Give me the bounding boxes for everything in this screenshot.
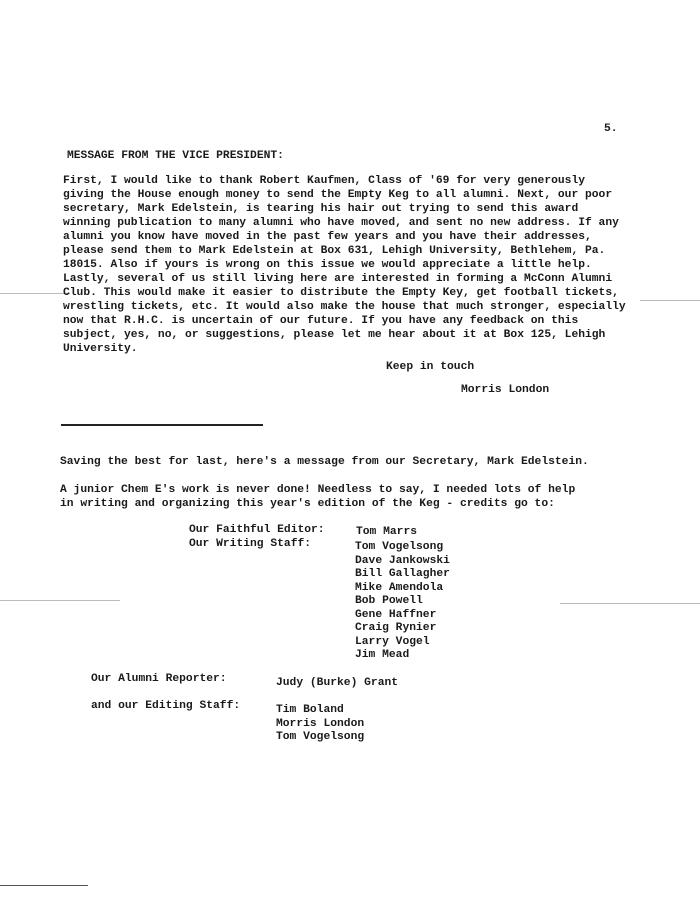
section-divider [61, 424, 263, 426]
vp-line: please send them to Mark Edelstein at Box 631, Lehigh University, Bethlehem, Pa. [63, 245, 606, 257]
vp-line: First, I would like to thank Robert Kaufmen, Class of '69 for very generously [63, 175, 586, 187]
vp-line: secretary, Mark Edelstein, is tearing his hair out trying to send this award [63, 203, 579, 215]
secretary-intro: Saving the best for last, here's a message from our Secretary, Mark Edelstein. [60, 456, 589, 468]
staff-name: Mike Amendola [355, 581, 444, 594]
editor-name: Tom Marrs [356, 526, 418, 538]
signature-name: Morris London [461, 384, 550, 396]
writing-staff-label: Our Writing Staff: [189, 538, 312, 550]
staff-name: Jim Mead [355, 649, 410, 661]
staff-name: Gene Haffner [355, 608, 437, 621]
staff-name: Bob Powell [355, 595, 423, 607]
scan-artifact-line [0, 600, 120, 601]
secretary-line: A junior Chem E's work is never done! Needless to say, I needed lots of help [60, 484, 576, 496]
editing-staff-label: and our Editing Staff: [91, 700, 241, 712]
vp-line: 18015. Also if yours is wrong on this issue we would appreciate a little help. [63, 259, 592, 271]
vp-line: University. [63, 343, 138, 355]
scan-artifact-line [560, 603, 700, 604]
staff-name: Larry Vogel [355, 635, 430, 648]
reporter-label: Our Alumni Reporter: [91, 673, 227, 685]
secretary-line: in writing and organizing this year's edition of the Keg - credits go to: [60, 498, 555, 510]
vp-line: wrestling tickets, etc. It would also make the house that much stronger, especially [63, 301, 626, 313]
vp-line: winning publication to many alumni who have moved, and sent no new address. If any [63, 217, 619, 229]
staff-name: Tim Boland [276, 704, 344, 716]
writing-staff-list [355, 541, 450, 684]
scan-artifact-line [0, 293, 70, 294]
vp-line: now that R.H.C. is uncertain of our future. If you have any feedback on this [63, 315, 579, 327]
staff-name: Tom Vogelsong [276, 731, 365, 743]
vp-heading: MESSAGE FROM THE VICE PRESIDENT: [67, 150, 284, 162]
staff-name: Craig Rynier [355, 622, 437, 634]
staff-name: Bill Gallagher [355, 568, 450, 580]
vp-line: Club. This would make it easier to distribute the Empty Key, get football tickets, [63, 287, 619, 299]
vp-line: Lastly, several of us still living here are interested in forming a McConn Alumni [63, 273, 613, 285]
reporter-name: Judy (Burke) Grant [276, 677, 399, 689]
staff-name: Tom Vogelsong [355, 541, 444, 553]
page-number: 5. [604, 123, 618, 135]
vp-line: alumni you know have moved in the past few years and you have their addresses, [63, 231, 592, 243]
editor-label: Our Faithful Editor: [189, 524, 325, 536]
footer-rule [0, 885, 88, 886]
staff-name: Dave Jankowski [355, 554, 450, 567]
scan-artifact-line [640, 300, 700, 301]
editing-staff-list [276, 704, 365, 769]
closing-text: Keep in touch [386, 361, 475, 373]
staff-name: Morris London [276, 717, 365, 730]
vp-line: giving the House enough money to send the Empty Keg to all alumni. Next, our poor [63, 189, 613, 201]
vp-line: subject, yes, no, or suggestions, please let me hear about it at Box 125, Lehigh [63, 329, 606, 341]
